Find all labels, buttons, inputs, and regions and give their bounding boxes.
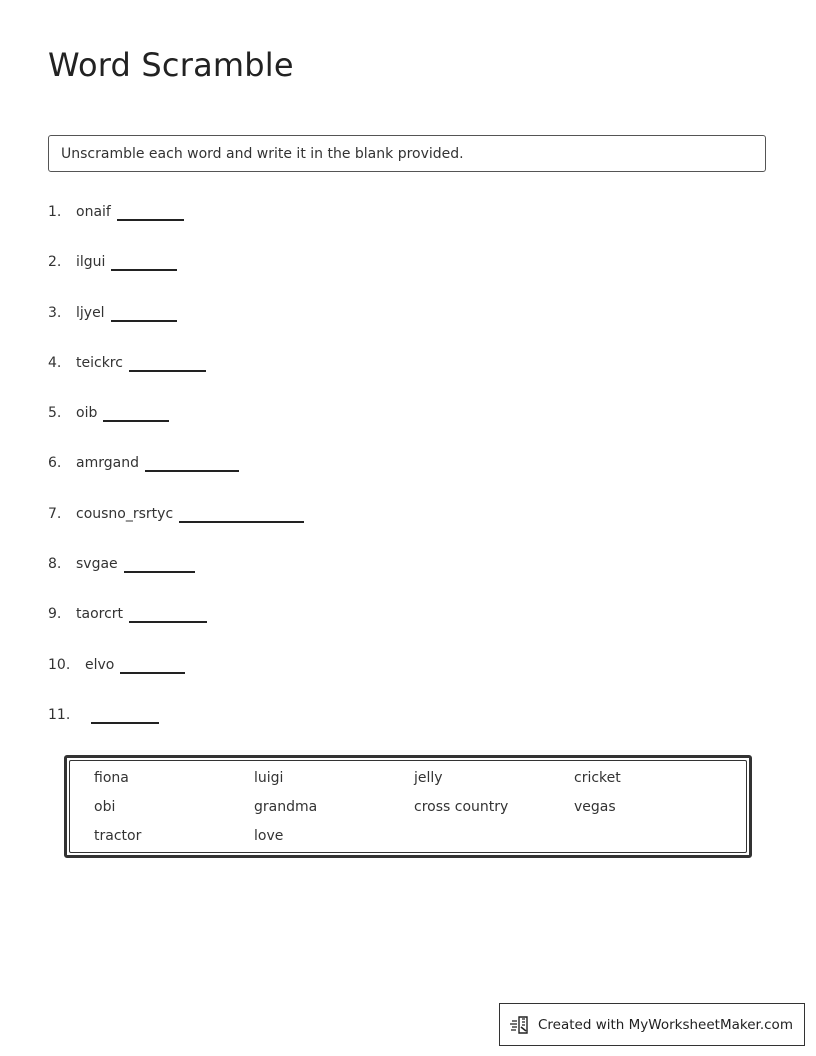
scrambled-word: cousno_rsrtyc (76, 505, 174, 522)
word-bank-item: jelly (414, 770, 443, 786)
problem-number: 10. (48, 656, 71, 673)
problem-item (48, 503, 748, 553)
problem-item (48, 302, 748, 352)
word-bank-item: love (254, 828, 284, 844)
answer-blank[interactable] (179, 503, 304, 523)
answer-blank[interactable] (111, 302, 177, 322)
word-bank-item: tractor (94, 828, 142, 844)
answer-blank[interactable] (111, 251, 177, 271)
footer-credit[interactable] (499, 1003, 805, 1046)
problem-number: 3. (48, 304, 62, 321)
problem-item (48, 704, 748, 754)
answer-blank[interactable] (145, 452, 239, 472)
word-bank-grid (94, 770, 734, 857)
word-bank-item: vegas (574, 799, 616, 815)
problem-number: 5. (48, 405, 62, 422)
scrambled-word: teickrc (76, 354, 123, 371)
problem-item (48, 251, 748, 301)
word-bank-item: grandma (254, 799, 318, 815)
answer-blank[interactable] (117, 201, 184, 221)
problem-number: 7. (48, 505, 62, 522)
problem-item (48, 603, 748, 653)
answer-blank[interactable] (120, 654, 185, 674)
page-title: Word Scramble (48, 46, 294, 84)
problem-item (48, 402, 748, 452)
problem-number: 11. (48, 706, 71, 723)
problem-number: 8. (48, 556, 62, 573)
problem-item (48, 201, 748, 251)
word-bank-item: obi (94, 799, 116, 815)
word-bank-inner-border (69, 760, 747, 853)
problem-item (48, 654, 748, 704)
answer-blank[interactable] (91, 704, 159, 724)
scrambled-word: ilgui (76, 254, 106, 271)
footer-text: Created with MyWorksheetMaker.com (538, 1016, 793, 1033)
scrambled-word: svgae (76, 556, 118, 573)
problem-number: 4. (48, 354, 62, 371)
problem-number: 1. (48, 204, 62, 220)
problem-item (48, 553, 748, 603)
word-bank-item: luigi (254, 770, 284, 786)
instructions-box: Unscramble each word and write it in the blank provided. (48, 135, 766, 172)
scrambled-word: onaif (76, 204, 111, 220)
scrambled-word: oib (76, 405, 98, 422)
problem-number: 6. (48, 455, 62, 472)
scrambled-word: taorcrt (76, 606, 124, 623)
word-bank (64, 755, 752, 858)
answer-blank[interactable] (124, 553, 195, 573)
word-bank-item: fiona (94, 770, 129, 786)
word-bank-item: cross country (414, 799, 509, 815)
answer-blank[interactable] (129, 352, 206, 372)
problem-number: 9. (48, 606, 62, 623)
answer-blank[interactable] (129, 603, 207, 623)
word-bank-item: cricket (574, 770, 621, 786)
problem-item (48, 452, 748, 502)
problem-list (48, 201, 748, 754)
worksheet-maker-logo-icon (510, 1014, 532, 1036)
scrambled-word: ljyel (76, 304, 105, 321)
problem-number: 2. (48, 254, 62, 271)
answer-blank[interactable] (103, 402, 169, 422)
scrambled-word: amrgand (76, 455, 139, 472)
problem-item (48, 352, 748, 402)
scrambled-word: elvo (85, 656, 115, 673)
